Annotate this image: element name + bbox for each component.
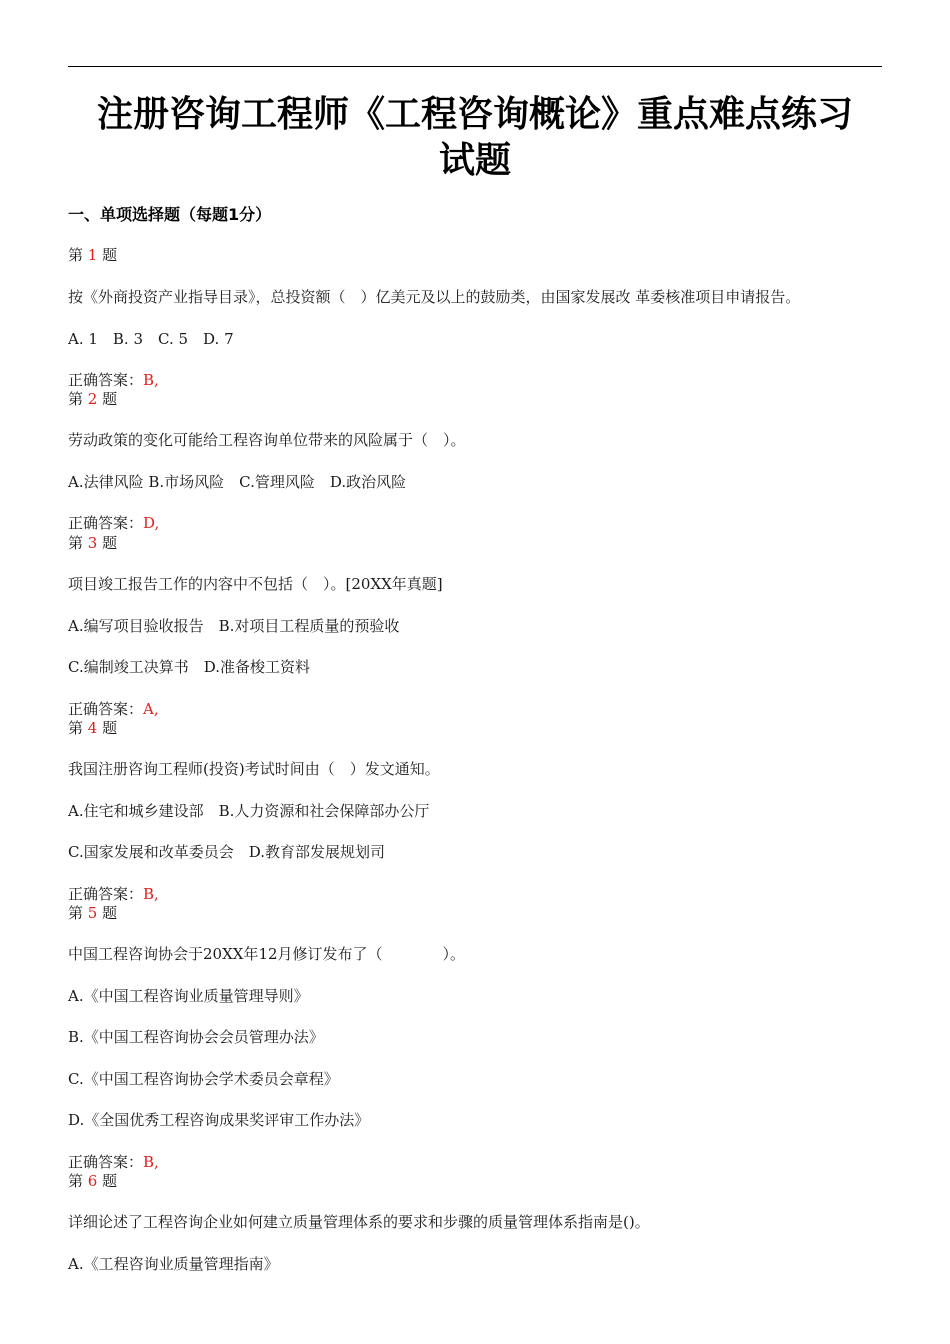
section-heading: 一、单项选择题（每题1分） xyxy=(68,205,272,224)
document-title xyxy=(60,92,890,184)
question-6-stem: 详细论述了工程咨询企业如何建立质量管理体系的要求和步骤的质量管理体系指南是()。 xyxy=(68,1213,650,1231)
question-1-stem: 按《外商投资产业指导目录》，总投资额（ ）亿美元及以上的鼓励类，由国家发展改 革委核准项目申请报告。 xyxy=(68,288,801,306)
question-4-answer: 正确答案：B, xyxy=(68,885,159,903)
question-5-heading: 第 5 题 xyxy=(68,904,118,922)
question-2-heading: 第 2 题 xyxy=(68,390,118,408)
document-title-line-1: 注册咨询工程师《工程咨询概论》重点难点练习 xyxy=(96,94,853,135)
question-1-heading: 第 1 题 xyxy=(68,246,118,264)
question-1-answer: 正确答案：B, xyxy=(68,371,159,389)
question-5-answer: 正确答案：B, xyxy=(68,1153,159,1171)
question-number: 6 xyxy=(87,1172,98,1190)
answer-value: B, xyxy=(143,371,159,389)
question-4-heading: 第 4 题 xyxy=(68,719,118,737)
answer-value: B, xyxy=(143,1153,159,1171)
question-number: 3 xyxy=(87,534,98,552)
question-3-options-line-2: C.编制竣工决算书 D.准备梭工资料 xyxy=(68,658,310,676)
header-rule xyxy=(68,66,882,67)
question-3-answer: 正确答案：A, xyxy=(68,700,159,718)
question-2-options: A.法律风险 B.市场风险 C.管理风险 D.政治风险 xyxy=(68,473,407,491)
question-3-stem: 项目竣工报告工作的内容中不包括（ ）。[20XX年真题] xyxy=(68,575,443,593)
document-title-line-2: 试题 xyxy=(438,140,511,181)
answer-value: B, xyxy=(143,885,159,903)
question-5-option-a: A.《中国工程咨询业质量管理导则》 xyxy=(68,987,309,1005)
question-4-options-line-1: A.住宅和城乡建设部 B.人力资源和社会保障部办公厅 xyxy=(68,802,430,820)
question-5-option-c: C.《中国工程咨询协会学术委员会章程》 xyxy=(68,1070,339,1088)
question-5-option-d: D.《全国优秀工程咨询成果奖评审工作办法》 xyxy=(68,1111,370,1129)
question-2-answer: 正确答案：D, xyxy=(68,514,160,532)
question-number: 2 xyxy=(87,390,98,408)
question-number: 4 xyxy=(87,719,98,737)
answer-value: A, xyxy=(143,700,159,718)
question-number: 5 xyxy=(87,904,98,922)
question-5-stem: 中国工程咨询协会于20XX年12月修订发布了（ ）。 xyxy=(68,945,466,963)
question-3-options-line-1: A.编写项目验收报告 B.对项目工程质量的预验收 xyxy=(68,617,400,635)
question-1-options: A. 1 B. 3 C. 5 D. 7 xyxy=(68,330,234,348)
question-6-heading: 第 6 题 xyxy=(68,1172,118,1190)
question-6-option-a: A.《工程咨询业质量管理指南》 xyxy=(68,1255,279,1273)
question-4-stem: 我国注册咨询工程师(投资)考试时间由（ ）发文通知。 xyxy=(68,760,440,778)
question-4-options-line-2: C.国家发展和改革委员会 D.教育部发展规划司 xyxy=(68,843,385,861)
question-3-heading: 第 3 题 xyxy=(68,534,118,552)
answer-value: D, xyxy=(143,514,160,532)
question-number: 1 xyxy=(87,246,98,264)
question-2-stem: 劳动政策的变化可能给工程咨询单位带来的风险属于（ ）。 xyxy=(68,431,466,449)
question-5-option-b: B.《中国工程咨询协会会员管理办法》 xyxy=(68,1028,324,1046)
